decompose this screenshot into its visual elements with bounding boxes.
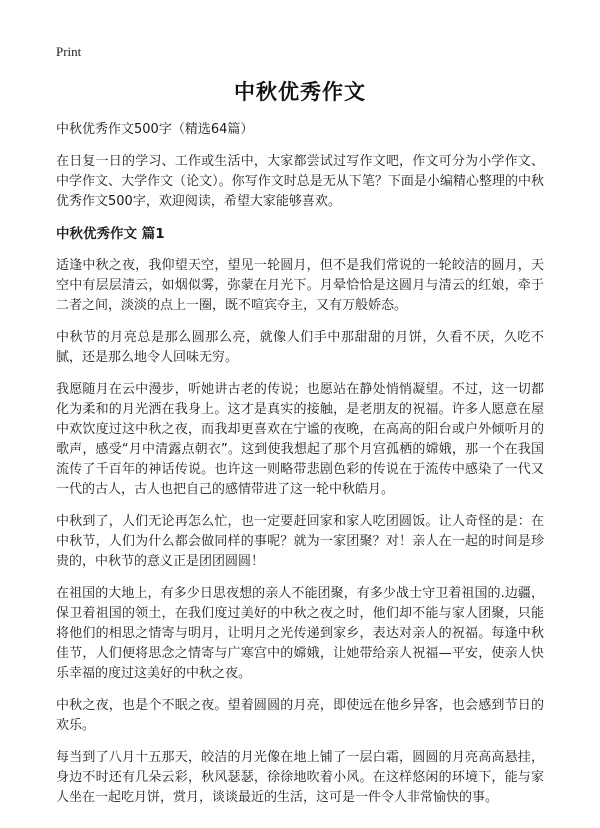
article-body (56, 120, 544, 820)
section-heading: 中秋优秀作文 篇1 (56, 226, 165, 242)
page-title: 中秋优秀作文 (234, 80, 366, 104)
paragraph-2: 中秋节的月亮总是那么圆那么亮，就像人们手中那甜甜的月饼，久看不厌，久吃不腻，还是那么地令人回味无穷。 (56, 330, 544, 365)
print-link[interactable]: Print (56, 44, 82, 59)
article-subtitle: 中秋优秀作文500字（精选64篇） (56, 122, 254, 137)
paragraph-4: 中秋到了，人们无论再怎么忙，也一定要赶回家和家人吃团圆饭。让人奇怪的是：在中秋节，人们为什么都会做同样的事呢？就为一家团聚？对！亲人在一起的时间是珍贵的，中秋节的意义正是团团圆圆！ (56, 514, 544, 569)
paragraph-3: 我愿随月在云中漫步，听她讲古老的传说；也愿站在静处悄悄凝望。不过，这一切都化为柔和的月光洒在我身上。这才是真实的接触，是老朋友的祝福。许多人愿意在屋中欢饮度过这中秋之夜，而我却更喜欢在宁谧的夜晚，在高高的阳台或户外倾听月的歌声，感受“月中清露点朝衣”。这到使我想起了那个月宫孤栖的嫦娥，那一个在我国流传了千百年的神话传说。也许这一则略带悲剧色彩的传说在于流传中感染了一代又一代的古人，古人也把自己的感情带进了这一轮中秋皓月。 (56, 382, 544, 497)
paragraph-6: 中秋之夜，也是个不眠之夜。望着圆圆的月亮，即使远在他乡异客，也会感到节日的欢乐。 (56, 698, 544, 733)
paragraph-1: 适逢中秋之夜，我仰望天空，望见一轮圆月，但不是我们常说的一轮皎洁的圆月，天空中有层层清云，如烟似雾，弥蒙在月光下。月晕恰恰是这圆月与清云的红娘，牵于二者之间，淡淡的点上一圈，既不喧宾夺主，又有万般娇态。 (56, 258, 544, 313)
paragraph-5: 在祖国的大地上，有多少日思夜想的亲人不能团聚，有多少战士守卫着祖国的.边疆，保卫着祖国的领土，在我们度过美好的中秋之夜之时，他们却不能与家人团聚，只能将他们的相思之情寄与明月，让明月之光传递到家乡，表达对亲人的祝福。每逢中秋佳节，人们便将思念之情寄与广寒宫中的嫦娥，让她带给亲人祝福—平安，使亲人快乐幸福的度过这美好的中秋之夜。 (56, 586, 544, 681)
intro-paragraph: 在日复一日的学习、工作或生活中，大家都尝试过写作文吧，作文可分为小学作文、中学作文、大学作文（论文）。你写作文时总是无从下笔？下面是小编精心整理的中秋优秀作文500字，欢迎阅读，希望大家能够喜欢。 (56, 154, 544, 209)
paragraph-7: 每当到了八月十五那天，皎洁的月光像在地上铺了一层白霜，圆圆的月亮高高悬挂，身边不时还有几朵云彩，秋风瑟瑟，徐徐地吹着小风。在这样悠闲的环境下，能与家人坐在一起吃月饼，赏月，谈谈最近的生活，这可是一件令人非常愉快的事。 (56, 750, 544, 805)
